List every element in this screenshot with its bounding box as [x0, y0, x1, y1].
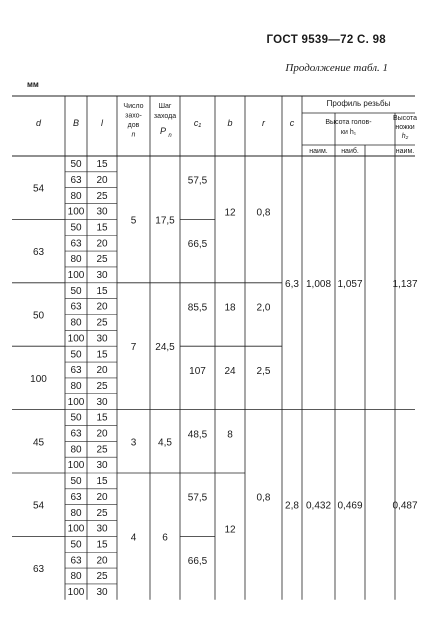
cell-B: 63 — [70, 174, 82, 186]
cell-l: 20 — [96, 491, 108, 503]
cell-n: 4 — [130, 532, 137, 544]
cell-h2-min: 0,487 — [392, 500, 418, 512]
cell-h1-min: 0,432 — [305, 500, 332, 512]
cell-B: 100 — [67, 460, 85, 472]
cell-l: 20 — [96, 365, 108, 377]
cell-l: 30 — [96, 333, 108, 345]
cell-c1: 66,5 — [187, 556, 208, 568]
cell-l: 25 — [96, 190, 108, 202]
cell-B: 63 — [70, 428, 82, 440]
cell-l: 25 — [96, 380, 108, 392]
cell-h1-max: 1,057 — [337, 278, 363, 290]
cell-d: 54 — [32, 500, 45, 512]
cell-l: 30 — [96, 587, 108, 599]
col-header-min: наим. — [309, 148, 328, 155]
col-header-h2: ножки — [395, 124, 415, 131]
cell-h2-min: 1,137 — [392, 278, 418, 290]
cell-l: 15 — [96, 285, 108, 297]
cell-B: 63 — [70, 238, 82, 250]
col-header-pitch-sub: n — [168, 133, 172, 139]
col-header-r: r — [262, 118, 265, 128]
cell-d: 100 — [30, 373, 47, 385]
cell-l: 30 — [96, 206, 108, 218]
cell-b: 12 — [224, 524, 236, 536]
cell-B: 50 — [70, 222, 82, 234]
table-continuation-note: Продолжение табл. 1 — [285, 62, 388, 74]
cell-l: 25 — [96, 507, 108, 519]
cell-b: 8 — [227, 429, 233, 441]
cell-l: 30 — [96, 396, 108, 408]
cell-l: 30 — [96, 460, 108, 472]
cell-d: 63 — [32, 247, 45, 259]
cell-l: 25 — [96, 444, 108, 456]
cell-l: 20 — [96, 301, 108, 313]
col-header-profile: Профиль резьбы — [326, 99, 391, 108]
cell-B: 100 — [67, 523, 85, 535]
cell-pitch: 6 — [162, 532, 168, 544]
col-header-d: d — [35, 118, 42, 128]
cell-l: 20 — [96, 428, 108, 440]
col-header-max: наиб. — [341, 148, 359, 155]
cell-d: 50 — [32, 310, 45, 322]
cell-B: 63 — [70, 555, 82, 567]
cell-B: 100 — [67, 206, 85, 218]
col-header-pitch-symbol: P — [159, 126, 167, 136]
standard-header: ГОСТ 9539—72 С. 98 — [266, 34, 386, 46]
cell-l: 15 — [96, 539, 108, 551]
cell-l: 15 — [96, 476, 108, 488]
cell-B: 100 — [67, 396, 85, 408]
col-header-pitch: захода — [153, 113, 177, 120]
cell-l: 25 — [96, 254, 108, 266]
cell-r: 0,8 — [256, 207, 271, 219]
col-header-c1: c₁ — [193, 118, 202, 128]
cell-B: 100 — [67, 587, 85, 599]
cell-c1: 85,5 — [187, 302, 208, 314]
col-header-pitch: Шаг — [158, 103, 172, 110]
unit-label: мм — [27, 80, 39, 89]
cell-l: 20 — [96, 555, 108, 567]
cell-l: 15 — [96, 159, 108, 171]
cell-B: 80 — [70, 190, 82, 202]
col-header-l: l — [101, 118, 103, 128]
cell-b: 12 — [224, 207, 236, 219]
cell-n: 5 — [130, 215, 137, 227]
cell-l: 25 — [96, 571, 108, 583]
cell-B: 80 — [70, 380, 82, 392]
col-header-h2: Высота — [392, 115, 418, 122]
cell-c1: 107 — [189, 365, 206, 377]
col-header-h1: Высота голов- — [325, 119, 372, 126]
cell-c1: 66,5 — [187, 239, 208, 251]
cell-c1: 57,5 — [187, 175, 208, 187]
cell-B: 100 — [67, 333, 85, 345]
cell-B: 80 — [70, 571, 82, 583]
col-header-b: b — [227, 118, 233, 128]
cell-pitch: 17,5 — [155, 215, 175, 227]
cell-h1-max: 0,469 — [337, 500, 363, 512]
cell-l: 15 — [96, 349, 108, 361]
cell-B: 80 — [70, 254, 82, 266]
cell-c: 2,8 — [285, 500, 299, 512]
col-header-B: B — [72, 118, 80, 128]
cell-B: 80 — [70, 444, 82, 456]
col-header-min: наим. — [395, 148, 415, 155]
cell-B: 50 — [70, 285, 82, 297]
cell-pitch: 4,5 — [158, 437, 172, 449]
cell-pitch: 24,5 — [155, 342, 175, 354]
col-header-n: n — [131, 131, 136, 139]
col-header-c: c — [289, 118, 295, 128]
cell-l: 15 — [96, 412, 108, 424]
cell-B: 50 — [70, 476, 82, 488]
cell-d: 63 — [32, 564, 45, 576]
cell-d: 45 — [32, 437, 45, 449]
col-header-n: дов — [127, 122, 140, 129]
cell-r: 0,8 — [256, 492, 271, 504]
cell-B: 50 — [70, 412, 82, 424]
col-header-n: захо- — [125, 112, 142, 120]
cell-B: 63 — [70, 365, 82, 377]
cell-b: 18 — [224, 302, 236, 314]
cell-n: 7 — [130, 342, 137, 354]
cell-l: 30 — [96, 270, 108, 282]
cell-c: 6,3 — [285, 278, 299, 290]
cell-c1: 48,5 — [187, 429, 208, 441]
cell-B: 100 — [67, 270, 85, 282]
cell-B: 50 — [70, 349, 82, 361]
cell-l: 30 — [96, 523, 108, 535]
cell-B: 63 — [70, 491, 82, 503]
cell-r: 2,5 — [256, 365, 271, 377]
cell-r: 2,0 — [256, 302, 271, 314]
col-header-h1: ки h₁ — [340, 129, 357, 136]
cell-B: 80 — [70, 507, 82, 519]
cell-l: 20 — [96, 238, 108, 250]
cell-h1-min: 1,008 — [305, 278, 332, 290]
cell-B: 50 — [70, 159, 82, 171]
cell-c1: 57,5 — [187, 492, 208, 504]
col-header-n: Число — [123, 103, 144, 110]
cell-b: 24 — [224, 365, 236, 377]
cell-l: 20 — [96, 174, 108, 186]
cell-l: 15 — [96, 222, 108, 234]
cell-d: 54 — [32, 183, 45, 195]
cell-B: 50 — [70, 539, 82, 551]
cell-B: 80 — [70, 317, 82, 329]
col-header-h2: h₂ — [401, 133, 409, 140]
cell-n: 3 — [130, 437, 137, 449]
cell-l: 25 — [96, 317, 108, 329]
cell-B: 63 — [70, 301, 82, 313]
